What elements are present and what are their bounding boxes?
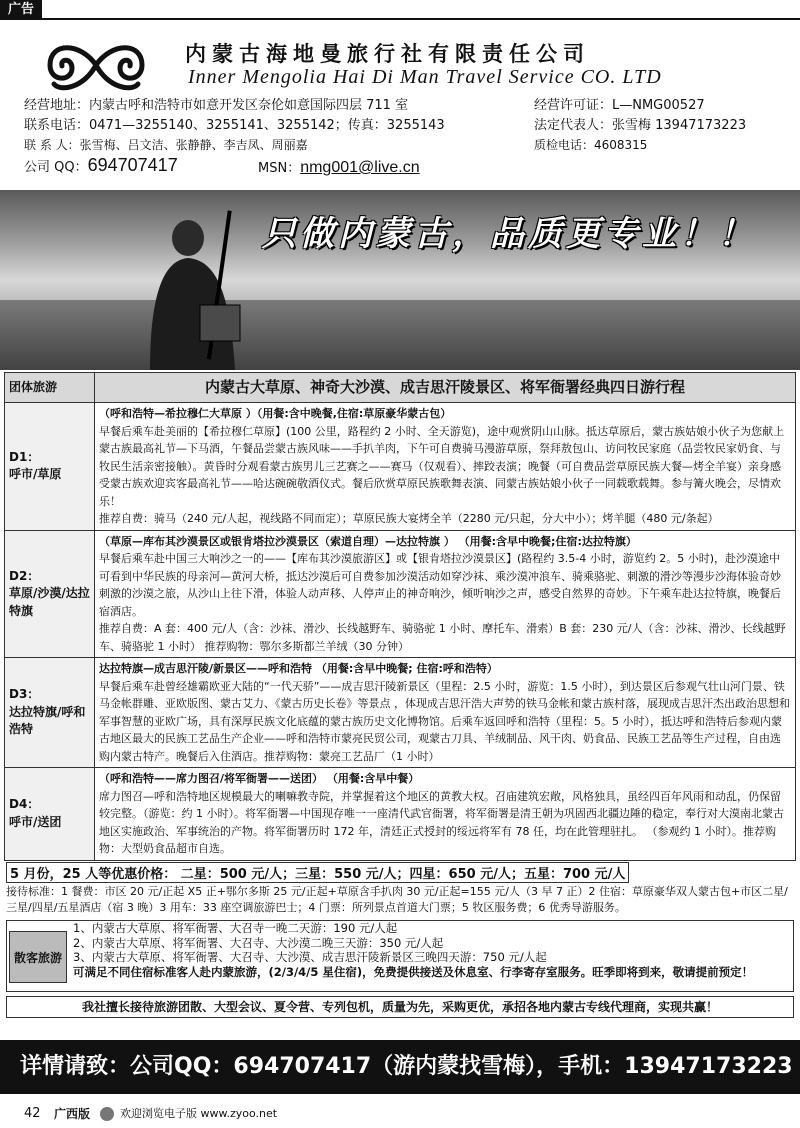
day-label: D4： 呼市/送团 xyxy=(5,768,95,861)
qq-line xyxy=(24,156,178,182)
contact-bar: 详情请致：公司QQ：694707417（游内蒙找雪梅），手机：13947173223 xyxy=(0,1040,800,1094)
msn-label: MSN： xyxy=(258,161,301,176)
list-item: 1、内蒙古大草原、将军衙署、大召寺一晚二天游：190 元/人起 xyxy=(73,921,398,935)
tour-type-label: 团体旅游 xyxy=(5,373,95,403)
day-body: 早餐后乘车赴曾经雄霸欧亚大陆的“一代天骄”——成吉思汗陵新景区（里程：2.5 小时，游览：1.5 小时），到达景区后参观气壮山河门景、铁马金帐群雕、亚欧版图、蒙古艾力、《蒙古历史长卷》等景点 ，体现成吉思汗浩大声势的铁马金帐和蒙古族村落，展现成吉思汗杰出政治思想和军事智慧的亚欧广场，具有深厚民族文化底蕴的蒙古族历史文化博物馆。后乘车返回呼和浩特（里程：5。5 小时），抵达呼和浩特后参观内蒙古地区最大的民族工艺品生产企业——呼和浩特市蒙亮民贸公司，观蒙古刀具、羊绒制品、风干肉、奶食品、民族工艺品等生产过程，自由选购内蒙古特产。晚餐后入住酒店。推荐购物：蒙亮工艺品厂（1 小时） xyxy=(99,679,790,763)
qq-number: 694707417 xyxy=(87,155,178,175)
qq-label: 公司 QQ： xyxy=(24,160,88,175)
day-label: D2： 草原/沙漠/达拉特旗 xyxy=(5,530,95,658)
day-extra: 推荐自费：骑马（240 元/人起，视线路不同而定）；草原民族大宴烤全羊（2280 元/只起，分大中小）；烤羊腿（480 元/条起） xyxy=(99,512,719,525)
msn-address[interactable]: nmg001@live.cn xyxy=(300,159,420,176)
day-row xyxy=(5,530,796,658)
page-number: 42 xyxy=(24,1106,41,1121)
company-name-en: Inner Mengolia Hai Di Man Travel Service CO. LTD xyxy=(188,66,662,88)
day-row xyxy=(5,768,796,861)
day-content xyxy=(95,768,796,861)
list-item: 可满足不同住宿标准客人赴内蒙旅游，(2/3/4/5 星住宿)，免费提供接送及休息室、行李寄存室服务。旺季即将到来，敬请提前预定！ xyxy=(73,964,754,979)
day-row xyxy=(5,658,796,768)
tour-title: 内蒙古大草原、神奇大沙漠、成吉思汗陵景区、将军衙署经典四日游行程 xyxy=(95,373,796,403)
day-route: （呼和浩特—希拉穆仁大草原 ）（用餐:含中晚餐,住宿:草原豪华蒙古包） xyxy=(99,407,452,420)
legal-rep: 法定代表人：张雪梅 13947173223 xyxy=(534,118,747,133)
address: 经营地址：内蒙古呼和浩特市如意开发区奈伦如意国际四层 711 室 xyxy=(24,98,409,113)
quality-phone: 质检电话：4608315 xyxy=(534,138,648,152)
day-extra: 推荐自费：A 套：400 元/人（含：沙袜、滑沙、长线越野车、骑骆驼 1 小时、摩托车、滑索）B 套：230 元/人（含：沙袜、滑沙、长线越野车、骑骆驼 1 小时） 推荐购物：鄂尔多斯都兰羊绒（30 分钟） xyxy=(99,622,786,653)
contacts: 联 系 人：张雪梅、吕文洁、张静静、李吉凤、周丽嘉 xyxy=(24,138,308,152)
day-row xyxy=(5,403,796,531)
day-body: 早餐后乘车赴美丽的【希拉穆仁草原】(100 公里，路程约 2 小时、全天游览)，途中观赏阴山山脉。抵达草原后，蒙古族姑娘小伙子为您献上蒙古族最高礼节—下马酒，午餐品尝蒙古族风味——手扒羊肉，下午可自费骑马漫游草原，祭拜敖包山、访问牧民家庭（品尝牧民家奶食、与牧民生活亲密接触）。黄昏时分观看蒙古族男儿三艺赛之——赛马（仅观看）、摔跤表演；晚餐（可自费品尝草原民族大餐—烤全羊宴）亲身感受蒙古族欢迎宾客最高礼节——哈达碗碗敬酒仪式。餐后欣赏草原民族歌舞表演、同蒙古族姑娘小伙子一同载歌载舞。参与篝火晚会，尽情欢乐！ xyxy=(99,424,785,508)
day-route: （草原—库布其沙漠景区或银肯塔拉沙漠景区（索道自理）—达拉特旗 ） （用餐:含早中晚餐;住宿:达拉特旗） xyxy=(99,534,637,548)
page-footer xyxy=(0,1100,800,1128)
day-body: 席力图召—呼和浩特地区规模最大的喇嘛教寺院，并掌握着这个地区的黄教大权。召庙建筑宏敞，风格独具，虽经四百年风雨和动乱，仍保留较完整。（游览：约 1 小时）。将军衙署—中国现存唯一一座清代武官衙署，将军衙署是清王朝为巩固西北疆边陲的稳定，奉行对大漠南北蒙古地区实施政治、军事统治的产物。将军衙署历时 172 年，清廷正式授封的绥远将军有 78 任，均在此管理驻扎。 （参观约 1 小时）。推荐购物：大型奶食品超市自选。 xyxy=(99,789,784,855)
top-divider xyxy=(42,18,800,20)
musician-silhouette-icon xyxy=(110,200,260,370)
edition-label: 广西版 xyxy=(54,1107,91,1121)
day-route: （呼和浩特——席力图召/将军衙署——送团） （用餐:含早中餐） xyxy=(99,772,420,785)
slogan: 只做内蒙古，品质更专业！！ xyxy=(262,214,756,254)
site-link[interactable]: 欢迎浏览电子版 www.zyoo.net xyxy=(120,1107,278,1120)
list-item: 2、内蒙古大草原、将军衙署、大召寺、大沙漠二晚三天游：350 元/人起 xyxy=(73,935,444,950)
scattered-items xyxy=(73,921,753,979)
tour-table xyxy=(4,372,796,861)
day-label: D3： 达拉特旗/呼和浩特 xyxy=(5,658,95,768)
list-item: 3、内蒙古大草原、将军衙署、大召寺、大沙漠、成吉思汗陵新景区三晚四天游：750 元/人起 xyxy=(73,950,547,964)
phone: 联系电话：0471—3255140、3255141、3255142；传真：3255143 xyxy=(24,118,445,133)
scattered-tour-box xyxy=(6,920,794,992)
bottom-note: 我社擅长接待旅游团散、大型会议、夏令营、专列包机，质量为先，采购更优，承招各地内蒙古专线代理商，实现共赢！ xyxy=(6,996,794,1018)
company-name-cn: 内蒙古海地曼旅行社有限责任公司 xyxy=(185,41,590,66)
license: 经营许可证：L—NMG00527 xyxy=(534,98,705,113)
day-body: 早餐后乘车赴中国三大响沙之一的——【库布其沙漠旅游区】或【银肯塔拉沙漠景区】(路程约 3.5-4 小时，游览约 2。5 小时)，赴沙漠途中可看到中华民族的母亲河—黄河大桥，抵达沙漠后可自费参加沙漠活动如穿沙袜、乘沙漠冲浪车、骑乘骆驼、刺激的滑沙等漫步沙海体验奇妙刺激的沙漠之旅，从沙山上往下滑，体验人动声移、人停声止的神奇响沙，倾听响沙之声，感受自然界的奇妙。下午乘车赴达拉特旗，晚餐后宿酒店。 xyxy=(99,552,781,618)
ad-tag: 广告 xyxy=(0,0,42,20)
day-label: D1： 呼市/草原 xyxy=(5,403,95,531)
price-line: 5 月份，25 人等优惠价格： 二星：500 元/人；三星：550 元/人；四星：650 元/人；五星：700 元/人 xyxy=(6,862,629,883)
msn-line xyxy=(258,158,420,178)
reception-standard: 接待标准：1 餐费：市区 20 元/正起 X5 正+鄂尔多斯 25 元/正起+草原含手扒肉 30 元/正起=155 元/人（3 早 7 正）2 住宿：草原豪华双人蒙古包+市区二星/三星/四星/五星酒店（宿 3 晚）3 用车：33 座空调旅游巴士；4 门票：所列景点首道大门票；5 牧区服务费；6 优秀导游服务。 xyxy=(6,885,788,914)
day-content xyxy=(95,658,796,768)
company-logo-icon xyxy=(40,34,152,96)
day-route: 达拉特旗—成吉思汗陵/新景区——呼和浩特 （用餐:含早中晚餐; 住宿:呼和浩特） xyxy=(99,662,498,675)
scattered-label: 散客旅游 xyxy=(9,931,67,983)
day-content xyxy=(95,530,796,658)
edition-badge-icon xyxy=(100,1107,114,1121)
day-content xyxy=(95,403,796,531)
